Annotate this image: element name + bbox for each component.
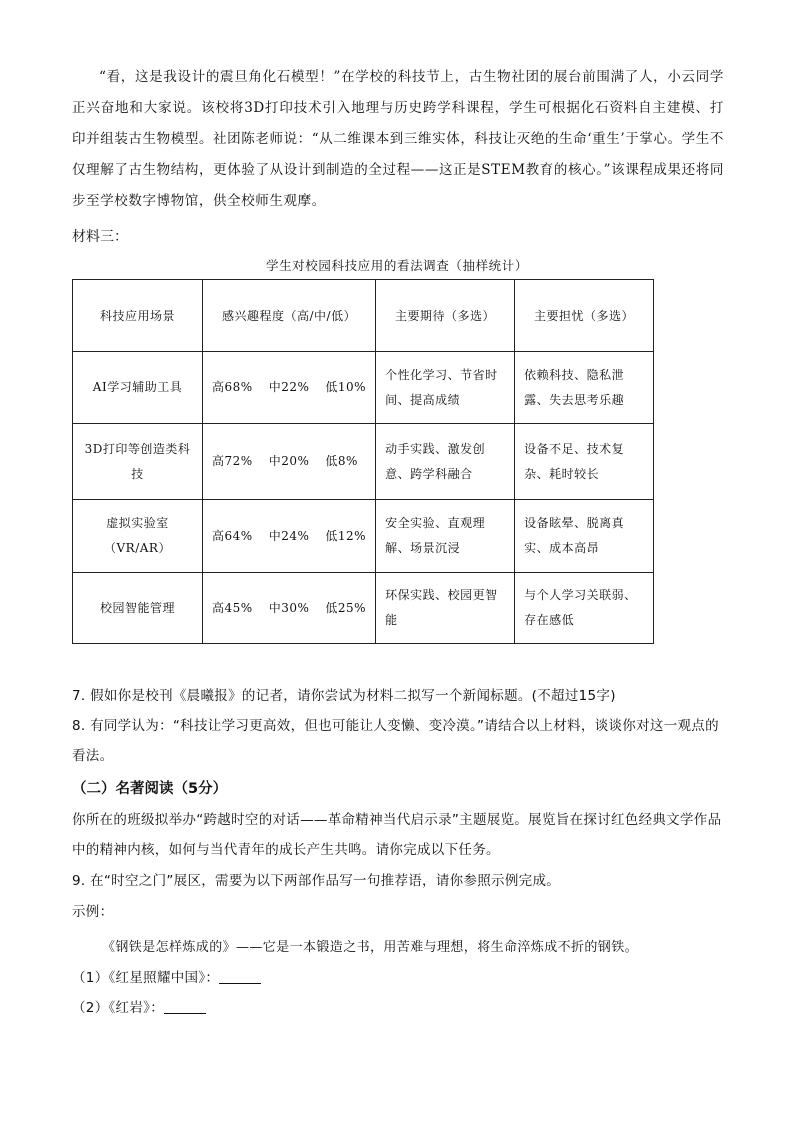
example-label: 示例： — [72, 904, 114, 920]
material3-label: 材料三： — [72, 229, 128, 245]
interest-cell — [203, 352, 376, 424]
section-title: （二）名著阅读（5分） — [72, 781, 228, 797]
expect-cell: 动手实践、激发创意、跨学科融合 — [376, 424, 515, 500]
interest-mid: 中24% — [268, 528, 310, 543]
expect-cell: 安全实验、直观理解、场景沉浸 — [376, 500, 515, 573]
scene-cell: AI学习辅助工具 — [73, 352, 203, 424]
answer-item-2 — [72, 993, 732, 1023]
example-text: 《钢铁是怎样炼成的》——它是一本锻造之书，用苦难与理想，将生命淬炼成不折的钢铁。 — [102, 940, 639, 955]
answer-item-2-label: （2）《红岩》： — [72, 1000, 164, 1016]
expect-cell: 环保实践、校园更智能 — [376, 573, 515, 644]
question-8: 8. 有同学认为：“科技让学习更高效，但也可能让人变懒、变冷漠。”请结合以上材料，谈谈你对这一观点的看法。 — [72, 718, 719, 764]
answer-blank-2[interactable] — [164, 999, 206, 1014]
worry-cell: 依赖科技、隐私泄露、失去思考乐趣 — [515, 352, 654, 424]
interest-cell — [203, 500, 376, 573]
interest-high: 高72% — [212, 454, 253, 468]
section-intro: 你所在的班级拟举办“跨越时空的对话——革命精神当代启示录”主题展览。展览旨在探讨红色经典文学作品中的精神内核，如何与当代青年的成长产生共鸣。请你完成以下任务。 — [72, 812, 722, 858]
header-worry: 主要担忧（多选） — [515, 280, 654, 352]
interest-low: 低8% — [325, 454, 358, 468]
interest-cell — [203, 573, 376, 644]
interest-high: 高68% — [212, 380, 253, 394]
expect-cell: 个性化学习、节省时间、提高成绩 — [376, 352, 515, 424]
interest-low: 低12% — [325, 528, 367, 543]
interest-high: 高64% — [212, 528, 253, 543]
survey-table — [72, 279, 654, 644]
answer-item-1-label: （1）《红星照耀中国》： — [72, 970, 220, 986]
interest-high: 高45% — [212, 600, 253, 615]
worry-cell: 设备不足、技术复杂、耗时较长 — [515, 424, 654, 500]
worry-cell: 与个人学习关联弱、存在感低 — [515, 573, 654, 644]
question-9: 9. 在“时空之门”展区，需要为以下两部作品写一句推荐语，请你参照示例完成。 — [72, 873, 561, 889]
question-7: 7. 假如你是校刊《晨曦报》的记者，请你尝试为材料二拟写一个新闻标题。(不超过15字) — [72, 688, 616, 704]
header-interest: 感兴趣程度（高/中/低） — [203, 280, 376, 352]
worry-cell: 设备眩晕、脱离真实、成本高昂 — [515, 500, 654, 573]
answer-item-1 — [72, 963, 732, 993]
scene-cell: 虚拟实验室（VR/AR） — [73, 500, 203, 573]
interest-cell — [203, 424, 376, 500]
scene-cell: 3D打印等创造类科技 — [73, 424, 203, 500]
table-caption: 学生对校园科技应用的看法调查（抽样统计） — [265, 258, 528, 273]
answer-blank-1[interactable] — [219, 969, 261, 984]
table-row — [73, 573, 654, 644]
interest-low: 低25% — [325, 600, 367, 615]
table-row — [73, 500, 654, 573]
interest-low: 低10% — [325, 380, 367, 394]
table-header-row — [73, 280, 654, 352]
table-row — [73, 424, 654, 500]
scene-cell: 校园智能管理 — [73, 573, 203, 644]
interest-mid: 中22% — [268, 380, 310, 394]
header-scene: 科技应用场景 — [73, 280, 203, 352]
interest-mid: 中20% — [268, 454, 310, 468]
table-row — [73, 352, 654, 424]
material2-paragraph: “看，这是我设计的震旦角化石模型！”在学校的科技节上，古生物社团的展台前围满了人，小云同学正兴奋地和大家说。该校将3D打印技术引入地理与历史跨学科课程，学生可根据化石资料自主建模、打印并组装古生物模型。社团陈老师说：“从二维课本到三维实体，科技让灭绝的生命‘重生’于掌心。学生不仅理解了古生物结构，更体验了从设计到制造的全过程——这正是STEM教育的核心。”该课程成果还将同步至学校数字博物馆，供全校师生观摩。 — [72, 69, 724, 209]
interest-mid: 中30% — [268, 600, 310, 615]
header-expect: 主要期待（多选） — [376, 280, 515, 352]
